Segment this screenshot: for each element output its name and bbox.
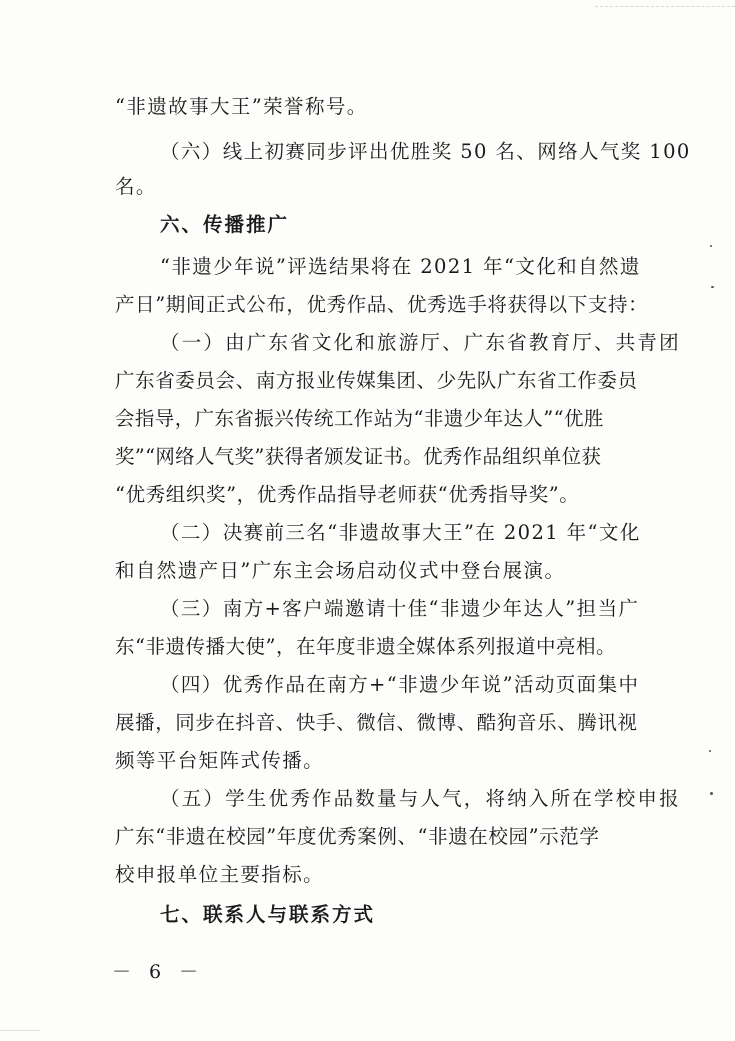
- text-line-3: 名。: [115, 175, 157, 198]
- scan-edge-top: [595, 0, 735, 7]
- text-line-15: 东“非遗传播大使”，在年度非遗全媒体系列报道中亮相。: [115, 635, 616, 658]
- text-line-17: 展播，同步在抖音、快手、微信、微博、酷狗音乐、腾讯视: [115, 711, 638, 734]
- scan-edge-bottom: [0, 1030, 40, 1041]
- section-heading-six: 六、传播推广: [160, 213, 290, 236]
- scan-speck: [709, 750, 711, 752]
- text-line-19: （五）学生优秀作品数量与人气，将纳入所在学校申报: [160, 787, 681, 810]
- text-line-21: 校申报单位主要指标。: [115, 863, 325, 886]
- text-line-14: （三）南方+客户端邀请十佳“非遗少年达人”担当广: [160, 597, 640, 620]
- scan-speck: [710, 245, 712, 247]
- text-line-11: “优秀组织奖”，优秀作品指导老师获“优秀指导奖”。: [115, 483, 580, 506]
- scan-speck: [710, 792, 713, 795]
- text-line-20: 广东“非遗在校园”年度优秀案例、“非遗在校园”示范学: [115, 825, 600, 848]
- section-heading-seven: 七、联系人与联系方式: [160, 903, 376, 926]
- text-line-12: （二）决赛前三名“非遗故事大王”在 2021 年“文化: [160, 521, 641, 544]
- text-line-13: 和自然遗产日”广东主会场启动仪式中登台展演。: [115, 559, 566, 582]
- text-line-10: 奖”“网络人气奖”获得者颁发证书。优秀作品组织单位获: [115, 445, 602, 468]
- text-line-2: （六）线上初赛同步评出优胜奖 50 名、网络人气奖 100: [160, 140, 691, 163]
- text-line-18: 频等平台矩阵式传播。: [115, 749, 325, 772]
- text-line-7: （一）由广东省文化和旅游厅、广东省教育厅、共青团: [160, 331, 681, 354]
- text-line-16: （四）优秀作品在南方+“非遗少年说”活动页面集中: [160, 673, 640, 696]
- text-line-8: 广东省委员会、南方报业传媒集团、少先队广东省工作委员: [115, 369, 638, 392]
- text-line-9: 会指导，广东省振兴传统工作站为“非遗少年达人”“优胜: [115, 407, 604, 430]
- text-line-5: “非遗少年说”评选结果将在 2021 年“文化和自然遗: [160, 255, 641, 278]
- scan-speck: [711, 286, 714, 288]
- text-line-6: 产日”期间正式公布，优秀作品、优秀选手将获得以下支持：: [115, 293, 649, 316]
- page-number: － 6 －: [112, 961, 205, 983]
- text-line-1: “非遗故事大王”荣誉称号。: [115, 95, 368, 118]
